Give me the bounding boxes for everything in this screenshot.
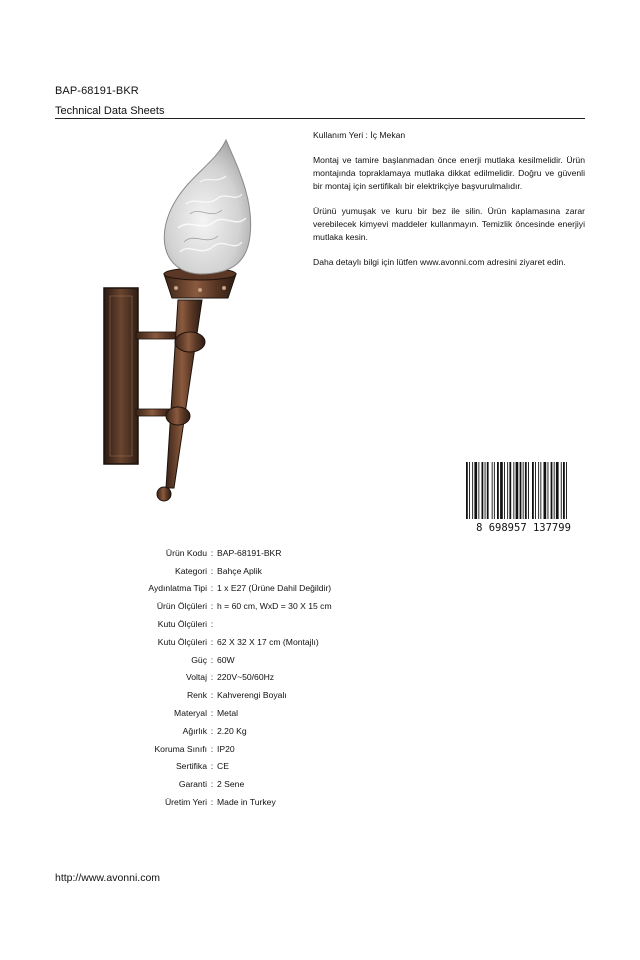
spec-value: BAP-68191-BKR [217, 547, 282, 558]
spec-separator: : [210, 583, 214, 594]
spec-separator: : [210, 565, 214, 576]
spec-separator: : [210, 636, 214, 647]
spec-value: CE [217, 761, 229, 772]
product-code-title: BAP-68191-BKR [55, 85, 139, 97]
barcode [462, 462, 585, 534]
spec-label: Sertifika [175, 761, 207, 772]
spec-row [95, 704, 435, 722]
spec-row [95, 651, 435, 669]
spec-row [95, 544, 435, 562]
spec-value: 1 x E27 (Ürüne Dahil Değildir) [217, 583, 332, 594]
spec-table [95, 544, 435, 811]
spec-value: 62 X 32 X 17 cm (Montajlı) [217, 636, 319, 647]
spec-row [95, 740, 435, 758]
barcode-digits: 8 698957 137799 [476, 522, 571, 534]
spec-row [95, 580, 435, 598]
spec-label: Ürün Ölçüleri [156, 601, 207, 612]
usage-location: Kullanım Yeri : İç Mekan [313, 130, 406, 140]
document-subtitle: Technical Data Sheets [55, 105, 165, 117]
spec-value: Made in Turkey [217, 797, 276, 808]
spec-value: h = 60 cm, WxD = 30 X 15 cm [217, 601, 332, 612]
glass-flame-shade [164, 140, 250, 274]
spec-label: Kutu Ölçüleri [157, 636, 207, 647]
spec-row [95, 669, 435, 687]
document-header [55, 85, 585, 117]
cleaning-note: Ürünü yumuşak ve kuru bir bez ile silin. Ürün kaplamasına zarar verebilecek kimyevi maddeler kullanmayın. Temizlik öncesinde enerjiyi mutlaka kesin. [313, 206, 585, 242]
spec-label: Koruma Sınıfı [154, 743, 207, 754]
spec-label: Kutu Ölçüleri [157, 619, 207, 630]
header-divider [55, 118, 585, 119]
spec-label: Kategori [174, 565, 207, 576]
spec-value: 2 Sene [217, 779, 245, 790]
footer-website-link[interactable]: http://www.avonni.com [55, 872, 161, 884]
barcode-bars [466, 462, 567, 519]
torch-stem [157, 300, 205, 501]
spec-separator: : [210, 619, 214, 630]
spec-label: Ağırlık [182, 725, 207, 736]
spec-label: Garanti [178, 779, 207, 790]
product-notes [313, 129, 585, 281]
spec-row [95, 793, 435, 811]
wall-plate [104, 288, 138, 464]
spec-separator: : [210, 601, 214, 612]
spec-separator: : [210, 797, 214, 808]
spec-separator: : [210, 690, 214, 701]
spec-label: Materyal [174, 708, 207, 719]
spec-row [95, 758, 435, 776]
spec-separator: : [210, 779, 214, 790]
spec-separator: : [210, 743, 214, 754]
spec-separator: : [210, 547, 214, 558]
more-info-note: Daha detaylı bilgi için lütfen www.avonni.com adresini ziyaret edin. [313, 257, 566, 267]
spec-row [95, 562, 435, 580]
spec-label: Güç [191, 654, 207, 665]
spec-value: Metal [217, 708, 239, 719]
spec-label: Voltaj [185, 672, 207, 683]
spec-row [95, 633, 435, 651]
spec-value: 2.20 Kg [217, 725, 247, 736]
spec-separator: : [210, 672, 214, 683]
spec-label: Renk [186, 690, 207, 701]
spec-value: 60W [217, 654, 235, 665]
spec-label: Aydınlatma Tipi [148, 583, 207, 594]
product-image [90, 132, 280, 512]
spec-row [95, 775, 435, 793]
spec-separator: : [210, 725, 214, 736]
spec-separator: : [210, 708, 214, 719]
spec-separator: : [210, 761, 214, 772]
spec-row [95, 686, 435, 704]
spec-separator: : [210, 654, 214, 665]
spec-value: IP20 [217, 743, 235, 754]
spec-label: Üretim Yeri [164, 797, 207, 808]
spec-row [95, 615, 435, 633]
spec-row [95, 597, 435, 615]
spec-value: Kahverengi Boyalı [217, 690, 287, 701]
spec-row [95, 722, 435, 740]
safety-note: Montaj ve tamire başlanmadan önce enerji mutlaka kesilmelidir. Ürün montajında topraklamaya mutlaka dikkat edilmelidir. Doğru ve güvenli bir montaj için sertifikalı bir elektrikçiye başvurulmalıdır. [313, 155, 585, 191]
spec-label: Ürün Kodu [165, 547, 207, 558]
spec-value: Bahçe Aplik [217, 565, 262, 576]
spec-value: 220V~50/60Hz [217, 672, 275, 683]
